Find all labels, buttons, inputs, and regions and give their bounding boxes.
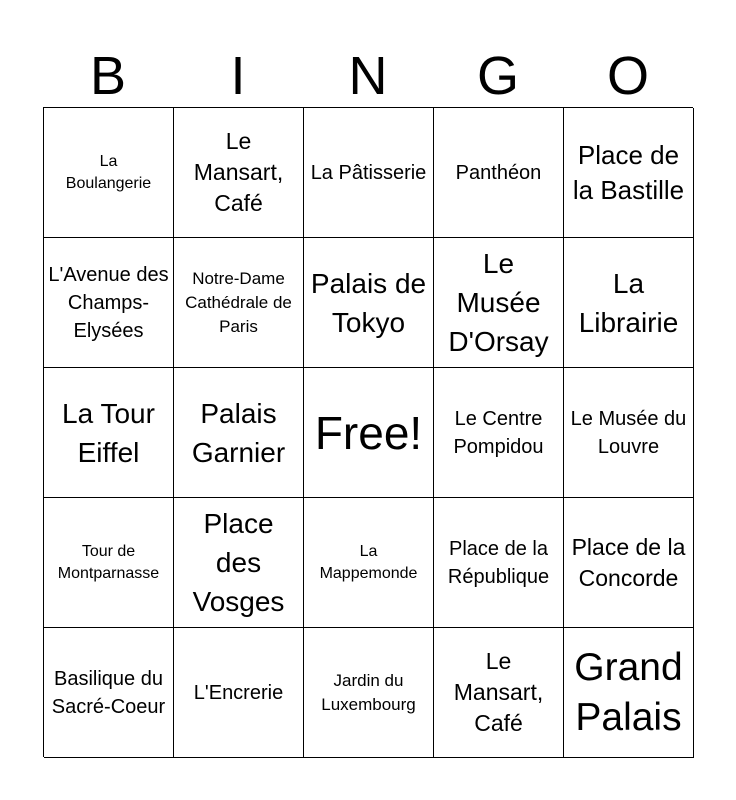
bingo-cell[interactable] (174, 628, 304, 758)
bingo-cell[interactable] (304, 238, 434, 368)
cell-label: La Mappemonde (319, 542, 418, 582)
cell-label: Le Mansart, Café (193, 128, 284, 216)
bingo-cell[interactable] (174, 238, 304, 368)
bingo-board (43, 107, 693, 757)
cell-label: La Librairie (578, 267, 679, 338)
header-letter-n: N (348, 46, 388, 106)
bingo-cell[interactable] (564, 628, 694, 758)
cell-label: Place de la Concorde (571, 533, 686, 591)
cell-label: L'Encrerie (193, 681, 284, 704)
header-letter-o: O (606, 46, 649, 106)
header-letter-g: G (476, 46, 519, 106)
free-space-cell[interactable] (304, 368, 434, 498)
bingo-cell[interactable] (174, 108, 304, 238)
cell-label: Palais de Tokyo (310, 267, 427, 338)
cell-label: Notre-Dame Cathédrale de Paris (185, 268, 292, 336)
bingo-cell[interactable] (304, 108, 434, 238)
bingo-cell[interactable] (44, 108, 174, 238)
bingo-cell[interactable] (44, 368, 174, 498)
cell-label: Le Mansart, Café (453, 648, 544, 736)
bingo-cell[interactable] (304, 498, 434, 628)
header-letter-i: I (230, 46, 246, 106)
free-space-label: Free! (314, 406, 423, 459)
cell-label: La Pâtisserie (310, 161, 427, 184)
cell-label: Palais Garnier (191, 397, 286, 468)
bingo-cell[interactable] (304, 628, 434, 758)
cell-label: Panthéon (455, 161, 542, 184)
cell-label: Basilique du Sacré-Coeur (51, 667, 166, 718)
header-letter-b: B (89, 46, 127, 106)
cell-label: L'Avenue des Champs-Elysées (48, 263, 169, 342)
bingo-cell[interactable] (434, 368, 564, 498)
cell-label: La Boulangerie (65, 152, 152, 192)
bingo-cell[interactable] (434, 628, 564, 758)
cell-label: La Tour Eiffel (62, 397, 155, 468)
cell-label: Le Musée du Louvre (570, 407, 687, 458)
cell-label: Place de la Bastille (572, 139, 685, 205)
bingo-cell[interactable] (434, 108, 564, 238)
bingo-cell[interactable] (44, 238, 174, 368)
bingo-cell[interactable] (434, 238, 564, 368)
bingo-cell[interactable] (174, 368, 304, 498)
cell-label: Place des Vosges (192, 508, 285, 617)
bingo-cell[interactable] (564, 498, 694, 628)
bingo-cell[interactable] (564, 368, 694, 498)
cell-label: Le Centre Pompidou (453, 407, 544, 458)
cell-label: Le Musée D'Orsay (448, 248, 549, 357)
cell-label: Place de la République (447, 537, 550, 588)
cell-label: Grand Palais (574, 645, 683, 739)
bingo-header (43, 44, 693, 108)
bingo-cell[interactable] (44, 628, 174, 758)
bingo-cell[interactable] (174, 498, 304, 628)
bingo-cell[interactable] (44, 498, 174, 628)
bingo-cell[interactable] (564, 108, 694, 238)
bingo-cell[interactable] (564, 238, 694, 368)
cell-label: Jardin du Luxembourg (321, 670, 416, 714)
cell-label: Tour de Montparnasse (57, 542, 160, 582)
bingo-cell[interactable] (434, 498, 564, 628)
